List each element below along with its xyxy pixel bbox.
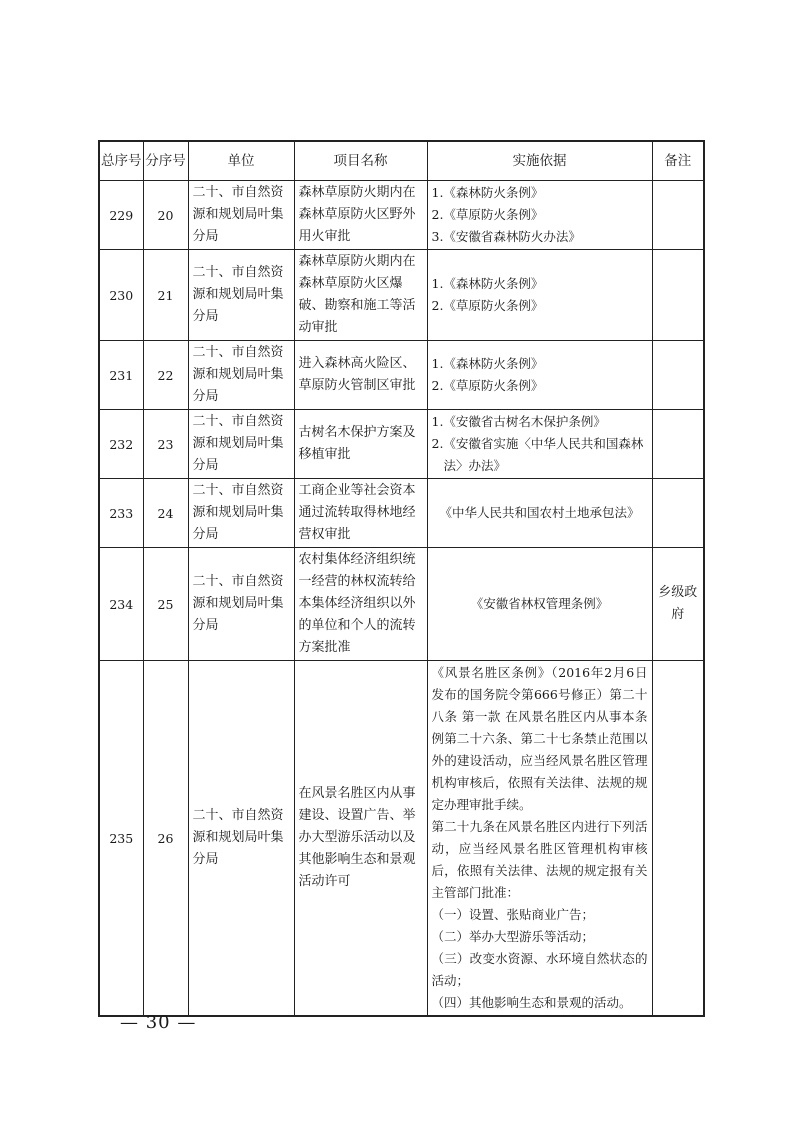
basis-paragraph: （四）其他影响生态和景观的活动。 (431, 995, 632, 1010)
basis-item: 1.《森林防火条例》 (431, 276, 544, 291)
project-cell: 古树名木保护方案及移植审批 (294, 410, 427, 479)
unit-cell: 二十、市自然资源和规划局叶集分局 (188, 548, 294, 661)
table-row (99, 410, 704, 479)
basis-item: 2.《草原防火条例》 (431, 298, 544, 313)
unit-cell: 二十、市自然资源和规划局叶集分局 (188, 410, 294, 479)
basis-item: 1.《森林防火条例》 (431, 356, 544, 371)
table-row (99, 661, 704, 1017)
note-cell (652, 661, 704, 1017)
unit-cell: 二十、市自然资源和规划局叶集分局 (188, 661, 294, 1017)
total-no-cell: 233 (99, 479, 143, 548)
unit-cell: 二十、市自然资源和规划局叶集分局 (188, 479, 294, 548)
basis-item: 2.《草原防火条例》 (431, 207, 544, 222)
project-cell: 森林草原防火期内在森林草原防火区野外用火审批 (294, 181, 427, 250)
basis-cell: 《中华人民共和国农村土地承包法》 (427, 479, 652, 548)
total-no-cell: 234 (99, 548, 143, 661)
basis-item: 3.《安徽省森林防火办法》 (431, 229, 581, 244)
basis-cell: 《安徽省林权管理条例》 (427, 548, 652, 661)
sub-no-cell: 25 (143, 548, 188, 661)
basis-paragraph: （三）改变水资源、水环境自然状态的活动； (431, 951, 648, 988)
note-cell (652, 250, 704, 341)
note-cell (652, 479, 704, 548)
project-cell: 森林草原防火期内在森林草原防火区爆破、勘察和施工等活动审批 (294, 250, 427, 341)
basis-paragraph: 第二十九条在风景名胜区内进行下列活动，应当经风景名胜区管理机构审核后，依照有关法律、法规的规定报有关主管部门批准： (431, 819, 648, 900)
basis-paragraph: （二）举办大型游乐等活动； (431, 929, 595, 944)
total-no-cell: 231 (99, 341, 143, 410)
sub-no-cell: 20 (143, 181, 188, 250)
note-cell: 乡级政府 (652, 548, 704, 661)
basis-item: 1.《森林防火条例》 (431, 185, 544, 200)
project-cell: 工商企业等社会资本通过流转取得林地经营权审批 (294, 479, 427, 548)
basis-cell (427, 181, 652, 250)
sub-no-cell: 26 (143, 661, 188, 1017)
note-cell (652, 410, 704, 479)
basis-paragraph: （一）设置、张贴商业广告； (431, 907, 595, 922)
basis-item: 2.《安徽省实施〈中华人民共和国森林法〉办法》 (431, 436, 644, 473)
table-row (99, 341, 704, 410)
basis-item: 1.《安徽省古树名木保护条例》 (431, 414, 606, 429)
total-no-cell: 229 (99, 181, 143, 250)
note-cell (652, 341, 704, 410)
header-total-no: 总序号 (99, 141, 143, 181)
table-row (99, 548, 704, 661)
unit-cell: 二十、市自然资源和规划局叶集分局 (188, 181, 294, 250)
unit-cell: 二十、市自然资源和规划局叶集分局 (188, 250, 294, 341)
header-note: 备注 (652, 141, 704, 181)
basis-cell (427, 341, 652, 410)
header-sub-no: 分序号 (143, 141, 188, 181)
total-no-cell: 235 (99, 661, 143, 1017)
table-row (99, 250, 704, 341)
sub-no-cell: 21 (143, 250, 188, 341)
basis-paragraph: 《风景名胜区条例》（2016年2月6日发布的国务院令第666号修正）第二十八条 第一款 在风景名胜区内从事本条例第二十六条、第二十七条禁止范围以外的建设活动，应当经风景名胜区管理机构审核后，依照有关法律、法规的规定办理审批手续。 (431, 665, 648, 812)
total-no-cell: 232 (99, 410, 143, 479)
sub-no-cell: 23 (143, 410, 188, 479)
header-project: 项目名称 (294, 141, 427, 181)
basis-cell (427, 410, 652, 479)
project-cell: 农村集体经济组织统一经营的林权流转给本集体经济组织以外的单位和个人的流转方案批准 (294, 548, 427, 661)
basis-item: 2.《草原防火条例》 (431, 378, 544, 393)
sub-no-cell: 24 (143, 479, 188, 548)
table-header-row (99, 141, 704, 181)
table-row (99, 479, 704, 548)
page-number: — 30 — (120, 1012, 197, 1033)
header-basis: 实施依据 (427, 141, 652, 181)
authority-table (98, 140, 705, 1017)
basis-cell (427, 661, 652, 1017)
total-no-cell: 230 (99, 250, 143, 341)
project-cell: 在风景名胜区内从事建设、设置广告、举办大型游乐活动以及其他影响生态和景观活动许可 (294, 661, 427, 1017)
project-cell: 进入森林高火险区、草原防火管制区审批 (294, 341, 427, 410)
unit-cell: 二十、市自然资源和规划局叶集分局 (188, 341, 294, 410)
basis-cell (427, 250, 652, 341)
table-row (99, 181, 704, 250)
header-unit: 单位 (188, 141, 294, 181)
note-cell (652, 181, 704, 250)
sub-no-cell: 22 (143, 341, 188, 410)
